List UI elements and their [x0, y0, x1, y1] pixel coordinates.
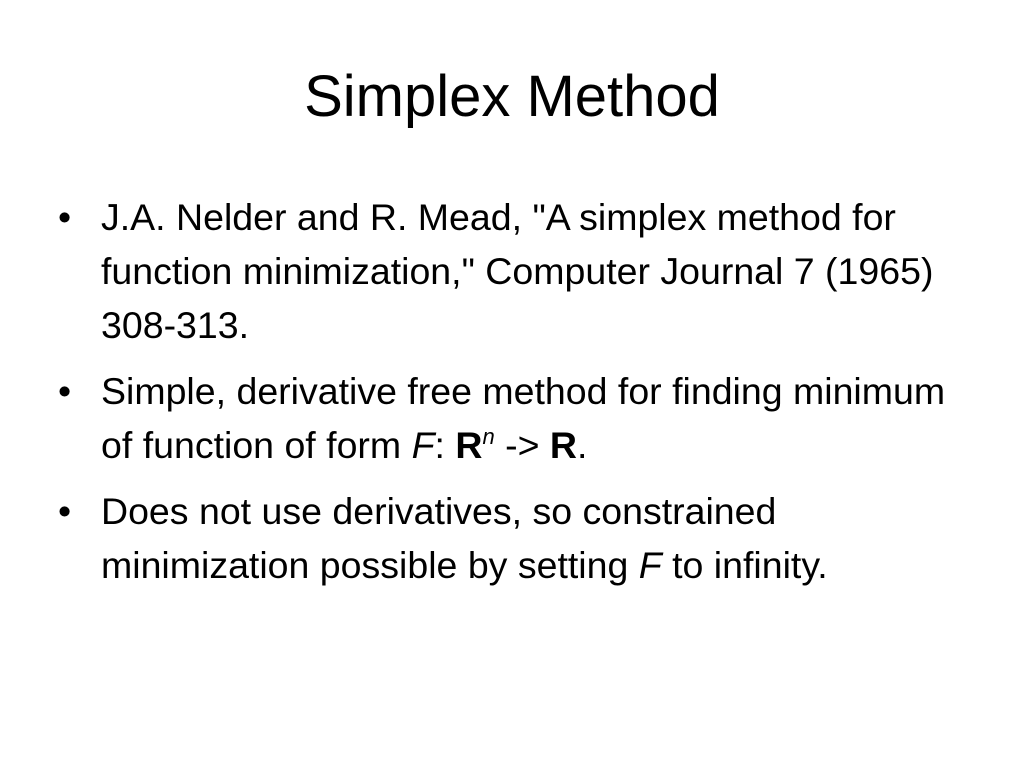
bullet-text: [101, 490, 828, 586]
period-text: .: [577, 424, 588, 466]
colon-text: :: [434, 424, 456, 466]
bullet-text-part: to infinity.: [661, 544, 828, 586]
dimension-superscript: n: [482, 424, 495, 449]
bullet-icon: •: [58, 490, 72, 532]
bullet-icon: •: [58, 370, 72, 412]
function-symbol-F: F: [411, 424, 435, 466]
bullet-text-part: Simple, derivative free method for finding minimum of function of form: [101, 370, 946, 466]
bullet-icon: •: [58, 196, 72, 238]
arrow-text: ->: [494, 424, 550, 466]
bullet-list: [58, 190, 958, 604]
bullet-item-description: [58, 364, 958, 472]
function-symbol-F: F: [638, 544, 662, 586]
bullet-item-reference: [58, 190, 958, 352]
bullet-text: [101, 370, 945, 466]
real-line-symbol: R: [549, 424, 578, 466]
bullet-item-constraints: [58, 484, 958, 592]
slide-title: Simplex Method: [304, 64, 720, 129]
real-space-symbol: R: [455, 424, 483, 466]
bullet-text: J.A. Nelder and R. Mead, "A simplex method for function minimization," Computer Journal 7 (1965) 308-313.: [101, 196, 934, 346]
bullet-text-part: Does not use derivatives, so constrained minimization possible by setting: [101, 490, 777, 586]
